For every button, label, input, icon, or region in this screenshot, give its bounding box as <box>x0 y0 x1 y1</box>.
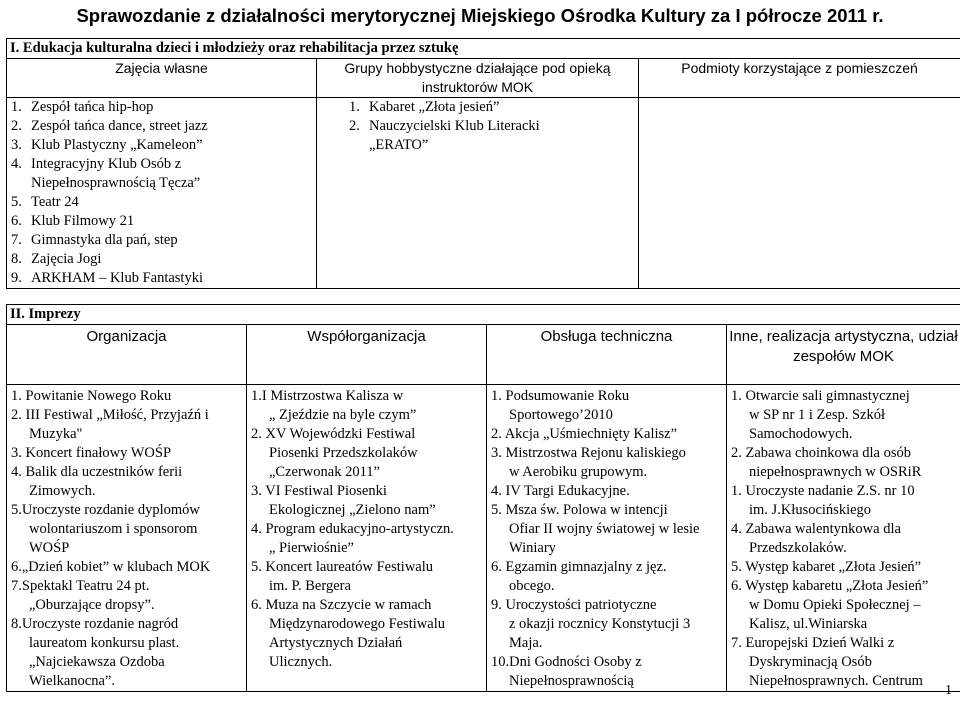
item-continuation: w SP nr 1 i Zesp. Szkół <box>749 407 886 423</box>
item-continuation: Piosenki Przedszkolaków <box>269 445 418 461</box>
item-continuation: Sportowego’2010 <box>509 407 613 423</box>
item-continuation: Dyskryminacją Osób <box>749 654 872 670</box>
item-number: 4. <box>11 156 22 172</box>
organization-cell <box>7 385 247 692</box>
item-continuation: „Czerwonak 2011” <box>269 464 380 480</box>
item-continuation: laureatom konkursu plast. <box>29 635 180 651</box>
list-item <box>9 117 314 136</box>
item-number: 5. <box>11 194 22 210</box>
list-item: 7. Europejski Dzień Walki z <box>731 635 895 651</box>
list-item: 6. Występ kabaretu „Złota Jesień” <box>731 578 929 594</box>
technical-service-cell <box>487 385 727 692</box>
item-number: 2. <box>11 118 22 134</box>
list-item: 3. Mistrzostwa Rejonu kaliskiego <box>491 445 686 461</box>
item-text: Klub Plastyczny „Kameleon” <box>31 137 203 153</box>
list-item: 4. Program edukacyjno-artystyczn. <box>251 521 454 537</box>
other-cell <box>727 385 960 692</box>
item-continuation: Artystycznych Działań <box>269 635 403 651</box>
list-item: 9. Uroczystości patriotyczne <box>491 597 657 613</box>
item-continuation: Ekologicznej „Zielono nam” <box>269 502 436 518</box>
item-continuation: „Najciekawsza Ozdoba <box>29 654 165 670</box>
list-item: 1.I Mistrzostwa Kalisza w <box>251 388 404 404</box>
item-text: Zajęcia Jogi <box>31 251 102 267</box>
item-text: ARKHAM – Klub Fantastyki <box>31 270 203 286</box>
list-item: 1. Otwarcie sali gimnastycznej <box>731 388 910 404</box>
list-item: 5. Koncert laureatów Festiwalu <box>251 559 434 575</box>
list-item: 3. VI Festiwal Piosenki <box>251 483 387 499</box>
list-item <box>9 98 314 117</box>
list-item <box>9 231 314 250</box>
education-table <box>6 38 960 289</box>
item-continuation: Kalisz, ul.Winiarska <box>749 616 868 632</box>
list-item: 4. Balik dla uczestników ferii <box>11 464 183 480</box>
list-item: 5.Uroczyste rozdanie dyplomów <box>11 502 200 518</box>
item-continuation: Samochodowych. <box>749 426 853 442</box>
item-continuation: Przedszkolaków. <box>749 540 847 556</box>
list-item: 2. Akcja „Uśmiechnięty Kalisz” <box>491 426 678 442</box>
list-item: 7.Spektakl Teatru 24 pt. <box>11 578 150 594</box>
item-continuation: Wielkanocna”. <box>29 673 115 689</box>
item-number: 7. <box>11 232 22 248</box>
own-classes-cell <box>7 98 317 289</box>
list-item: 5. Msza św. Polowa w intencji <box>491 502 668 518</box>
item-continuation: „ Pierwiośnie” <box>269 540 354 556</box>
list-item <box>9 136 314 155</box>
list-item: 5. Występ kabaret „Złota Jesień” <box>731 559 922 575</box>
item-text: Teatr 24 <box>31 194 79 210</box>
item-text: Integracyjny Klub Osób z <box>31 156 182 172</box>
item-continuation: w Domu Opieki Społecznej – <box>749 597 921 613</box>
item-number: 8. <box>11 251 22 267</box>
item-continuation: „ Zjeździe na byle czym” <box>269 407 417 423</box>
item-continuation: Zimowych. <box>29 483 96 499</box>
column-header: Grupy hobbystyczne działające pod opieką instruktorów MOK <box>317 59 639 98</box>
section-heading: II. Imprezy <box>7 305 960 325</box>
item-continuation: WOŚP <box>29 540 70 556</box>
list-item: 1. Powitanie Nowego Roku <box>11 388 172 404</box>
item-continuation: „Oburzające dropsy”. <box>29 597 155 613</box>
item-continuation: Muzyka" <box>29 426 83 442</box>
item-number: 1. <box>11 99 22 115</box>
events-table <box>6 304 960 692</box>
list-item: 4. Zabawa walentynkowa dla <box>731 521 901 537</box>
item-continuation: Niepełnosprawnością Tęcza” <box>31 175 201 191</box>
item-continuation: im. J.Kłusocińskiego <box>749 502 872 518</box>
list-item <box>9 212 314 231</box>
column-header: Zajęcia własne <box>7 59 317 98</box>
list-item: 6.„Dzień kobiet” w klubach MOK <box>11 559 211 575</box>
list-item: 8.Uroczyste rozdanie nagród <box>11 616 179 632</box>
item-continuation: Ofiar II wojny światowej w lesie <box>509 521 700 537</box>
page-number: 1 <box>945 683 952 698</box>
column-header: Organizacja <box>7 325 247 385</box>
list-item: 2. Zabawa choinkowa dla osób <box>731 445 911 461</box>
item-text: Kabaret „Złota jesień” <box>369 99 500 115</box>
item-number: 2. <box>349 118 360 134</box>
item-text: Nauczycielski Klub Literacki <box>369 118 540 134</box>
item-continuation: Międzynarodowego Festiwalu <box>269 616 445 632</box>
item-number: 9. <box>11 270 22 286</box>
item-number: 6. <box>11 213 22 229</box>
room-users-cell <box>639 98 960 289</box>
item-text: Klub Filmowy 21 <box>31 213 135 229</box>
list-item <box>9 269 314 288</box>
list-item <box>9 250 314 269</box>
co-organization-cell <box>247 385 487 692</box>
item-number: 3. <box>11 137 22 153</box>
item-text: Zespół tańca dance, street jazz <box>31 118 208 134</box>
list-item <box>319 98 636 117</box>
list-item <box>319 117 636 136</box>
item-continuation: „ERATO” <box>369 137 429 153</box>
hobby-groups-cell <box>317 98 639 289</box>
list-item: 10.Dni Godności Osoby z <box>491 654 642 670</box>
item-text: Zespół tańca hip-hop <box>31 99 154 115</box>
item-continuation: Winiary <box>509 540 556 556</box>
list-item: 6. Egzamin gimnazjalny z jęz. <box>491 559 667 575</box>
column-header: Współorganizacja <box>247 325 487 385</box>
item-number: 1. <box>349 99 360 115</box>
list-item: 2. III Festiwal „Miłość, Przyjaźń i <box>11 407 209 423</box>
item-continuation: Maja. <box>509 635 543 651</box>
item-continuation: obcego. <box>509 578 555 594</box>
list-item: 3. Koncert finałowy WOŚP <box>11 445 172 461</box>
list-item <box>9 193 314 212</box>
column-header: Inne, realizacja artystyczna, udział zespołów MOK <box>727 325 960 385</box>
item-continuation: Niepełnosprawnością <box>509 673 634 689</box>
section-heading: I. Edukacja kulturalna dzieci i młodzieży oraz rehabilitacja przez sztukę <box>7 39 960 59</box>
list-item: 1. Podsumowanie Roku <box>491 388 630 404</box>
item-continuation: wolontariuszom i sponsorom <box>29 521 198 537</box>
item-continuation: im. P. Bergera <box>269 578 351 594</box>
list-item <box>9 155 314 174</box>
page-title: Sprawozdanie z działalności merytorycznej Miejskiego Ośrodka Kultury za I półrocze 2011 r. <box>76 5 884 26</box>
list-item: 4. IV Targi Edukacyjne. <box>491 483 630 499</box>
column-header: Obsługa techniczna <box>487 325 727 385</box>
item-continuation: Niepełnosprawnych. Centrum <box>749 673 923 689</box>
item-continuation: z okazji rocznicy Konstytucji 3 <box>509 616 691 632</box>
item-continuation: w Aerobiku grupowym. <box>509 464 648 480</box>
item-continuation: niepełnosprawnych w OSRiR <box>749 464 922 480</box>
column-header: Podmioty korzystające z pomieszczeń <box>639 59 960 98</box>
item-continuation: Ulicznych. <box>269 654 333 670</box>
item-text: Gimnastyka dla pań, step <box>31 232 178 248</box>
list-item: 2. XV Wojewódzki Festiwal <box>251 426 416 442</box>
list-item: 1. Uroczyste nadanie Z.S. nr 10 <box>731 483 915 499</box>
list-item: 6. Muza na Szczycie w ramach <box>251 597 432 613</box>
